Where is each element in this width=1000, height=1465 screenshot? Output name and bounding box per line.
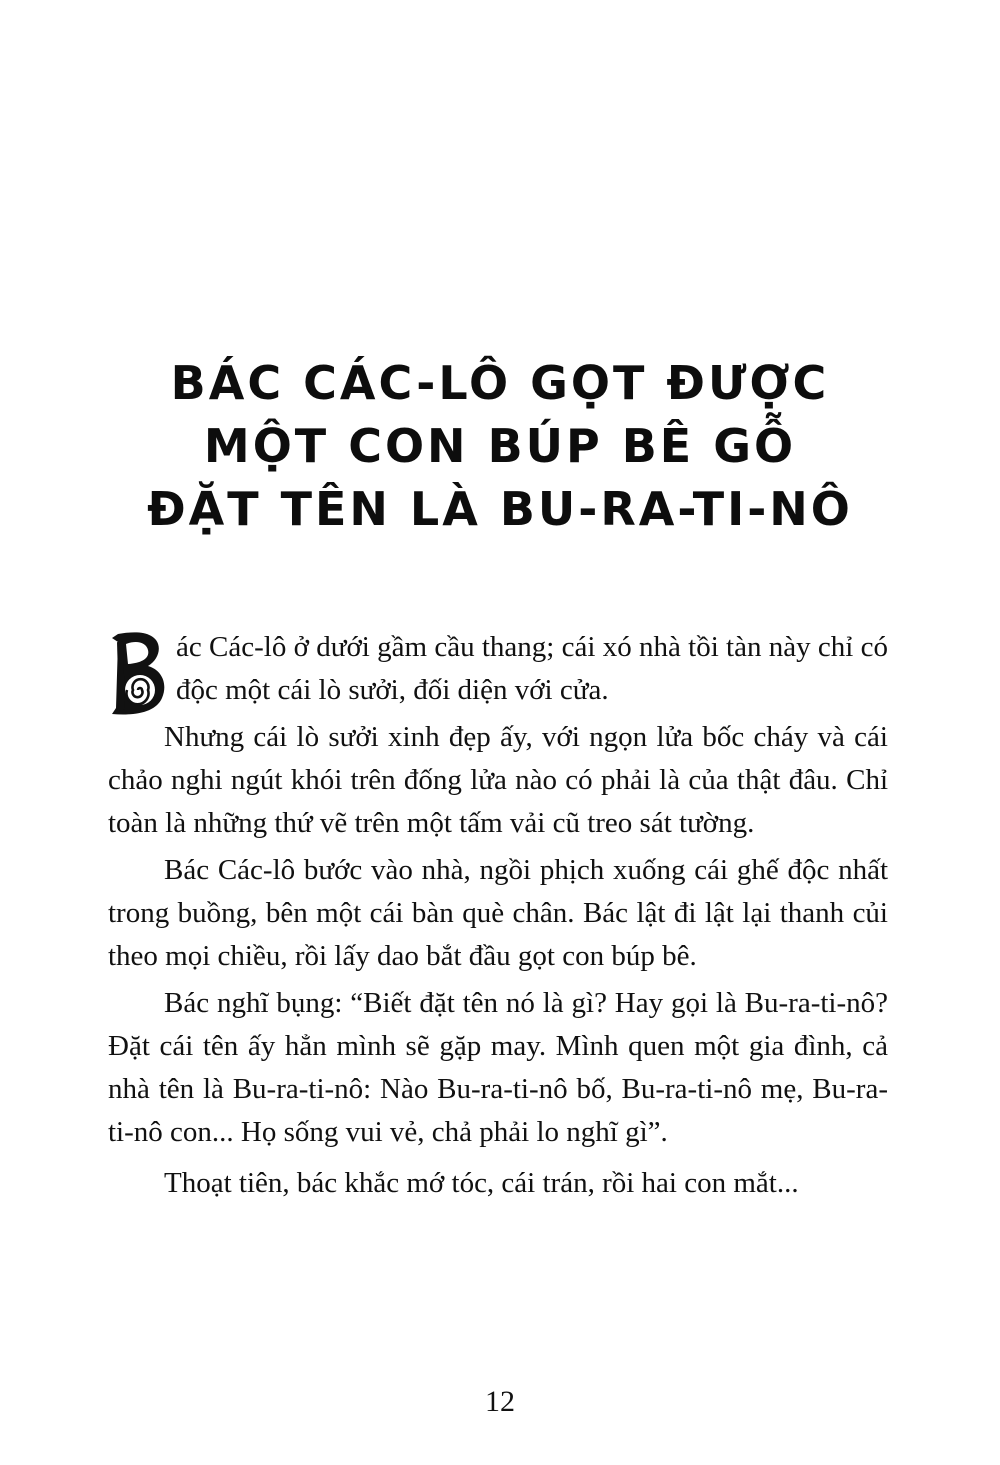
chapter-title: [0, 352, 1000, 541]
page-number: 12: [485, 1385, 515, 1418]
chapter-title-line-1: BÁC CÁC-LÔ GỌT ĐƯỢC: [170, 356, 830, 410]
chapter-title-line-3: ĐẶT TÊN LÀ BU-RA-TI-NÔ: [147, 482, 853, 536]
paragraph-5: Thoạt tiên, bác khắc mớ tóc, cái trán, rồi hai con mắt...: [164, 1167, 799, 1199]
paragraph-1-text: ác Các-lô ở dưới gầm cầu thang; cái xó nhà tồi tàn này chỉ có độc một cái lò sưởi, đối diện với cửa.: [176, 631, 888, 706]
paragraph-3: Bác Các-lô bước vào nhà, ngồi phịch xuống cái ghế độc nhất trong buồng, bên một cái bàn què chân. Bác lật đi lật lại thanh củi theo mọi chiều, rồi lấy dao bắt đầu gọt con búp bê.: [108, 854, 888, 972]
chapter-title-line-2: MỘT CON BÚP BÊ GỖ: [203, 419, 797, 473]
paragraph-4: Bác nghĩ bụng: “Biết đặt tên nó là gì? Hay gọi là Bu-ra-ti-nô? Đặt cái tên ấy hẳn mình sẽ gặp may. Mình quen một gia đình, cả nhà tên là Bu-ra-ti-nô: Nào Bu-ra-ti-nô bố, Bu-ra-ti-nô mẹ, Bu-ra-ti-nô con... Họ sống vui vẻ, chả phải lo nghĩ gì”.: [108, 987, 888, 1148]
paragraph-1: [108, 626, 888, 712]
chapter-body: [108, 626, 888, 1209]
paragraph-2: Nhưng cái lò sưởi xinh đẹp ấy, với ngọn lửa bốc cháy và cái chảo nghi ngút khói trên đống lửa nào có phải là của thật đâu. Chỉ toàn là những thứ vẽ trên một tấm vải cũ treo sát tường.: [108, 721, 888, 839]
drop-cap-b-ornament: [108, 630, 168, 716]
